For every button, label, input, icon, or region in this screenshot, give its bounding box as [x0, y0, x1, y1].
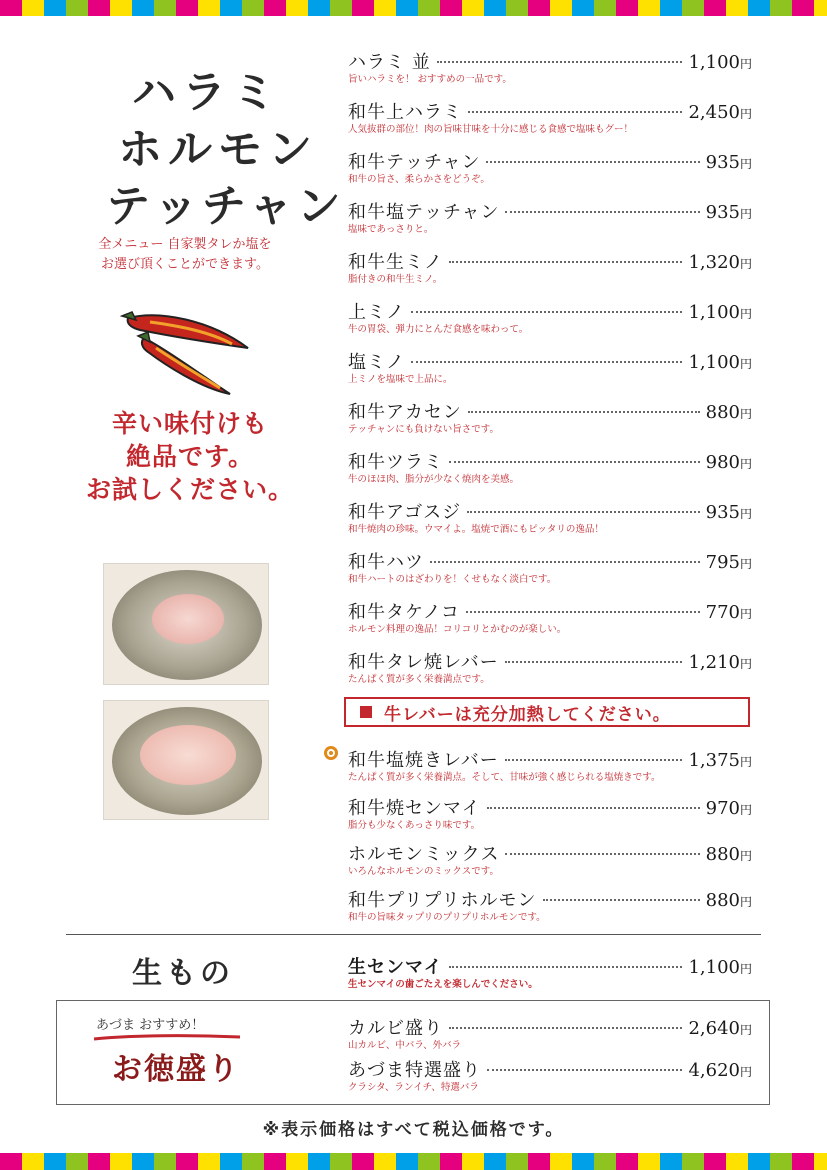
menu-item-name: 和牛塩焼きレバー: [348, 750, 499, 771]
menu-item-desc: たんぱく質が多く栄養満点です。: [348, 674, 490, 685]
menu-item: [348, 794, 752, 831]
stripe-segment: [704, 0, 726, 16]
menu-item-price: 880円: [705, 402, 752, 423]
dot-leader: [430, 561, 700, 563]
stripe-segment: [594, 1153, 616, 1170]
dot-leader: [437, 61, 683, 63]
menu-item-name: 和牛アカセン: [348, 402, 462, 423]
dot-leader: [411, 311, 682, 313]
menu-item: [348, 48, 752, 85]
stripe-segment: [660, 1153, 682, 1170]
menu-item-desc: 旨いハラミを！ おすすめの一品です。: [348, 74, 512, 85]
menu-item-name: 和牛塩テッチャン: [348, 202, 500, 223]
stripe-segment: [330, 1153, 352, 1170]
menu-item-price: 2,450円: [688, 102, 752, 123]
menu-item-name: 上ミノ: [348, 302, 405, 323]
menu-item-price: 1,100円: [688, 957, 752, 978]
stripe-segment: [132, 1153, 154, 1170]
stripe-segment: [418, 0, 440, 16]
title-line-tecchan: テッチャン: [106, 181, 345, 232]
title-line-harami: ハラミ: [132, 67, 282, 118]
spicy-line: 絶品です。: [125, 442, 254, 471]
stripe-segment: [154, 1153, 176, 1170]
menu-item-name: 和牛プリプリホルモン: [348, 890, 537, 911]
food-photo-1: [103, 563, 269, 685]
menu-item-price: 1,210円: [688, 652, 752, 673]
stripe-segment: [330, 0, 352, 16]
stripe-segment: [462, 0, 484, 16]
intro-line: 全メニュー 自家製タレか塩を: [98, 237, 272, 252]
chili-pepper-illustration: [120, 308, 260, 400]
menu-item-desc: 和牛の旨味タップリのプリプリホルモンです。: [348, 912, 546, 923]
intro-line: お選び頂くことができます。: [101, 257, 269, 272]
stripe-segment: [88, 1153, 110, 1170]
menu-item-price: 935円: [705, 202, 752, 223]
stripe-segment: [616, 0, 638, 16]
stripe-segment: [484, 1153, 506, 1170]
menu-item-name: 和牛ハツ: [348, 552, 424, 573]
stripe-segment: [264, 0, 286, 16]
stripe-segment: [418, 1153, 440, 1170]
menu-item-name: ホルモンミックス: [348, 844, 500, 865]
square-bullet-icon: [360, 706, 372, 718]
stripe-segment: [198, 1153, 220, 1170]
dot-leader: [468, 411, 700, 413]
dot-leader: [505, 853, 699, 855]
stripe-segment: [176, 1153, 198, 1170]
stripe-segment: [550, 0, 572, 16]
menu-item: [348, 248, 752, 285]
menu-item-desc: 和牛ハートのはざわりを！くせもなく淡白です。: [348, 574, 557, 585]
stripe-segment: [66, 0, 88, 16]
menu-item: [348, 98, 752, 135]
menu-item-desc: クラシタ、ランイチ、特選バラ: [348, 1082, 479, 1093]
menu-item: [348, 840, 752, 877]
stripe-segment: [770, 1153, 792, 1170]
stripe-segment: [506, 0, 528, 16]
stripe-segment: [22, 1153, 44, 1170]
menu-item: [348, 448, 752, 485]
menu-item: [348, 298, 752, 335]
section-divider: [66, 934, 761, 935]
dot-leader: [449, 1027, 682, 1029]
menu-item-price: 4,620円: [688, 1060, 752, 1081]
menu-item: [348, 598, 752, 635]
stripe-segment: [176, 0, 198, 16]
menu-item-name: ハラミ 並: [348, 52, 431, 73]
stripe-segment: [66, 1153, 88, 1170]
menu-item-price: 1,320円: [688, 252, 752, 273]
menu-item-desc: 牛の胃袋、弾力にとんだ食感を味わって。: [348, 324, 529, 335]
spicy-line: お試しください。: [85, 475, 294, 504]
menu-item-price: 770円: [705, 602, 752, 623]
menu-item-name: 和牛上ハラミ: [348, 102, 462, 123]
menu-item-name: カルビ盛り: [348, 1018, 443, 1039]
stripe-segment: [506, 1153, 528, 1170]
dot-leader: [505, 661, 683, 663]
stripe-segment: [374, 0, 396, 16]
stripe-segment: [682, 1153, 704, 1170]
menu-item-desc: たんぱく質が多く栄養満点。そして、甘味が強く感じられる塩焼きです。: [348, 772, 661, 783]
stripe-segment: [726, 1153, 748, 1170]
dot-leader: [505, 211, 699, 213]
menu-item: [348, 348, 752, 385]
food-photo-2: [103, 700, 269, 820]
menu-item-name: 和牛焼センマイ: [348, 798, 481, 819]
menu-item-price: 980円: [705, 452, 752, 473]
dot-leader: [449, 966, 683, 968]
stripe-segment: [44, 0, 66, 16]
liver-notice: [344, 697, 750, 727]
menu-item-name: 生センマイ: [348, 957, 443, 978]
menu-item-desc: 山カルビ、中バラ、外バラ: [348, 1040, 462, 1051]
stripe-segment: [638, 1153, 660, 1170]
menu-item-price: 935円: [705, 152, 752, 173]
stripe-segment: [704, 1153, 726, 1170]
stripe-segment: [286, 1153, 308, 1170]
stripe-segment: [770, 0, 792, 16]
stripe-segment: [572, 1153, 594, 1170]
stripe-segment: [396, 0, 418, 16]
stripe-segment: [528, 0, 550, 16]
menu-item-name: あづま特選盛り: [348, 1060, 481, 1081]
menu-item-price: 1,100円: [688, 352, 752, 373]
stripe-segment: [440, 1153, 462, 1170]
menu-item-desc: 生センマイの歯ごたえを楽しんでください。: [348, 979, 538, 990]
stripe-segment: [440, 0, 462, 16]
stripe-segment: [308, 1153, 330, 1170]
stripe-segment: [660, 0, 682, 16]
menu-item-raw-senmai: [348, 953, 752, 990]
stripe-segment: [638, 0, 660, 16]
menu-item-karubi-mori: [348, 1014, 752, 1051]
menu-item: [348, 548, 752, 585]
menu-item-desc: 和牛の旨さ、柔らかさをどうぞ。: [348, 174, 490, 185]
dot-leader: [505, 759, 683, 761]
menu-item-price: 970円: [705, 798, 752, 819]
menu-item-name: 和牛ツラミ: [348, 452, 443, 473]
menu-item: [348, 648, 752, 685]
intro-text: [60, 235, 310, 275]
raw-section-title: 生もの: [132, 956, 234, 991]
dot-leader: [486, 161, 699, 163]
notice-text: 牛レバーは充分加熱してください。: [384, 704, 671, 725]
menu-item-name: 和牛テッチャン: [348, 152, 481, 173]
stripe-segment: [748, 1153, 770, 1170]
menu-item-azuma-tokusen: [348, 1056, 752, 1093]
stripe-segment: [242, 1153, 264, 1170]
stripe-segment: [352, 1153, 374, 1170]
menu-item-name: 和牛タケノコ: [348, 602, 460, 623]
stripe-segment: [814, 1153, 827, 1170]
title-line-horumon: ホルモン: [118, 124, 318, 175]
spicy-line: 辛い味付けも: [111, 409, 268, 438]
stripe-segment: [286, 0, 308, 16]
red-brush-underline: [92, 1033, 242, 1041]
menu-item-desc: 脂分も少なくあっさり味です。: [348, 820, 481, 831]
stripe-segment: [396, 1153, 418, 1170]
menu-item-price: 2,640円: [688, 1018, 752, 1039]
recommended-bullseye-icon: [324, 746, 338, 760]
stripe-segment: [242, 0, 264, 16]
menu-item-price: 1,100円: [688, 52, 752, 73]
menu-item-price: 1,100円: [688, 302, 752, 323]
menu-item: [348, 886, 752, 923]
menu-item-desc: 脂付きの和牛生ミノ。: [348, 274, 443, 285]
menu-item-price: 795円: [705, 552, 752, 573]
menu-item-desc: 和牛焼肉の珍味。ウマイよ。塩焼で酒にもピッタリの逸品！: [348, 524, 604, 535]
menu-item-desc: ホルモン料理の逸品！コリコリとかむのが楽しい。: [348, 624, 567, 635]
stripe-segment: [44, 1153, 66, 1170]
menu-item: [348, 198, 752, 235]
stripe-segment: [110, 0, 132, 16]
dot-leader: [411, 361, 682, 363]
stripe-segment: [374, 1153, 396, 1170]
dot-leader: [467, 511, 700, 513]
special-recommend-label: あづま おすすめ！: [96, 1018, 205, 1033]
dot-leader: [487, 1069, 682, 1071]
menu-item-desc: テッチャンにも負けない旨さです。: [348, 424, 499, 435]
menu-item-price: 880円: [705, 844, 752, 865]
stripe-segment: [88, 0, 110, 16]
stripe-segment: [154, 0, 176, 16]
stripe-segment: [220, 0, 242, 16]
tax-footnote: ※表示価格はすべて税込価格です。: [262, 1120, 565, 1140]
stripe-segment: [0, 1153, 22, 1170]
menu-item-desc: いろんなホルモンのミックスです。: [348, 866, 499, 877]
menu-item-price: 1,375円: [688, 750, 752, 771]
stripe-segment: [616, 1153, 638, 1170]
stripe-segment: [572, 0, 594, 16]
menu-item-name: 塩ミノ: [348, 352, 405, 373]
menu-item-price: 880円: [705, 890, 752, 911]
stripe-segment: [198, 0, 220, 16]
stripe-segment: [792, 0, 814, 16]
menu-item-desc: 牛のほほ肉、脂分が少なく焼肉を美感。: [348, 474, 520, 485]
stripe-segment: [726, 0, 748, 16]
menu-item: [348, 398, 752, 435]
menu-item-desc: 塩味であっさりと。: [348, 224, 434, 235]
stripe-segment: [110, 1153, 132, 1170]
stripe-segment: [792, 1153, 814, 1170]
stripe-segment: [220, 1153, 242, 1170]
spicy-promo: [70, 407, 310, 506]
stripe-segment: [594, 0, 616, 16]
stripe-segment: [264, 1153, 286, 1170]
top-color-stripe: [0, 0, 827, 16]
stripe-segment: [462, 1153, 484, 1170]
stripe-segment: [528, 1153, 550, 1170]
bottom-color-stripe: [0, 1153, 827, 1170]
dot-leader: [543, 899, 700, 901]
stripe-segment: [132, 0, 154, 16]
stripe-segment: [682, 0, 704, 16]
stripe-segment: [484, 0, 506, 16]
stripe-segment: [308, 0, 330, 16]
dot-leader: [487, 807, 700, 809]
stripe-segment: [22, 0, 44, 16]
menu-item: [348, 498, 752, 535]
stripe-segment: [550, 1153, 572, 1170]
special-platter-title: お徳盛り: [112, 1052, 240, 1087]
menu-item: [348, 148, 752, 185]
menu-item-price: 935円: [705, 502, 752, 523]
menu-item: [348, 746, 752, 783]
menu-item-desc: 人気抜群の部位！肉の旨味甘味を十分に感じる食感で塩味もグー！: [348, 124, 634, 135]
stripe-segment: [814, 0, 827, 16]
stripe-segment: [0, 0, 22, 16]
stripe-segment: [748, 0, 770, 16]
menu-item-desc: 上ミノを塩味で上品に。: [348, 374, 453, 385]
dot-leader: [466, 611, 700, 613]
stripe-segment: [352, 0, 374, 16]
dot-leader: [449, 261, 682, 263]
menu-item-name: 和牛生ミノ: [348, 252, 443, 273]
menu-item-name: 和牛アゴスジ: [348, 502, 462, 523]
dot-leader: [468, 111, 682, 113]
dot-leader: [449, 461, 700, 463]
menu-item-name: 和牛タレ焼レバー: [348, 652, 499, 673]
